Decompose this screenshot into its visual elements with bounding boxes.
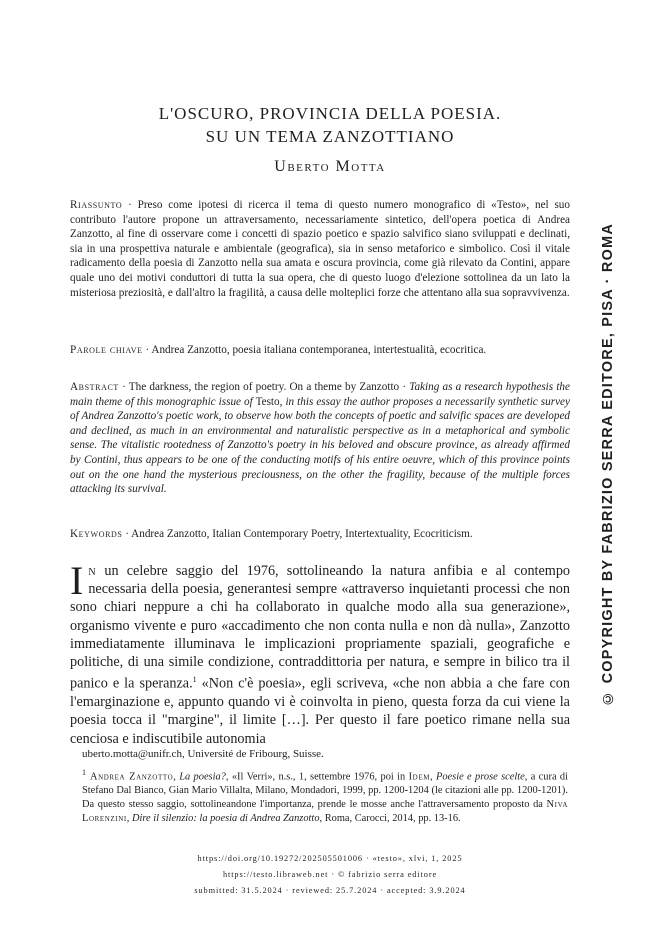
keywords-label: Keywords: [70, 528, 123, 540]
footnote-sep-3: ,: [126, 812, 132, 824]
body-text-a: un celebre saggio del 1976, sottolineando la natura anfibia e al contempo necessaria della poesia, generantesi sempre «attraverso inquietanti processi che non sono chiari neppure a chi ha collaborato in qualche modo alla sua generazione», organismo vivente e puro «accadimento che non conta nulla e non dà nulla», Zanzotto immediatamente illuminava le implicazioni propriamente spaziali, geografiche e politiche, di una simile condizione, contraddittoria per natura, e sempre in bilico tra il panico e la speranza.: [70, 563, 571, 692]
footnote-sep-2: ,: [430, 771, 436, 783]
article-title-line-2: SU UN TEMA ZANZOTTIANO: [205, 127, 455, 146]
footnote-author-2: Niva Lorenzini: [82, 798, 568, 824]
footnote-work-1: La poesia?: [179, 771, 226, 783]
parole-chiave-label: Parole chiave: [70, 344, 143, 356]
riassunto-text: Preso come ipotesi di ricerca il tema di questo numero monografico di «Testo», nel suo contributo l'autore propone un attraversamento, necessariamente sintetico, dell'opera poetica di Andrea Zanzotto, al fine di osservare come i concetti di spazio poetico e spazio salvifico siano sviluppati e declinati, sia in una prospettiva naturale e ambientale (geografica), sia in senso metaforico e simbolico. Così il vitale radicamento della poesia di Zanzotto nella sua amata e oscura provincia, come già rilevato da Contini, appare quale uno dei motivi conduttori di tutta la sua opera, che di questo luogo d'elezione sottolinea da un lato la misteriosa preziosità, e dall'altro la fragilità, a causa delle molteplici forze che attentano alla sua sopravvivenza.: [70, 199, 570, 299]
footnote-text-2: , a cura di Stefano Dal Bianco, Gian Mario Villalta, Milano, Mondadori, 1999, pp. 1200-1204 (le citazioni alle pp. 1200-1201). Da questo stesso saggio, sottolineandone l'importanza, prende le mosse anche l'attraversamento proposto da: [82, 771, 569, 810]
author-name: Uberto Motta: [274, 158, 386, 175]
riassunto-block: Riassunto · Preso come ipotesi di ricerca il tema di questo numero monografico di «Testo», nel suo contributo l'autore propone un attraversamento, necessariamente sintetico, dell'opera poetica di Andrea Zanzotto, al fine di osservare come i concetti di spazio poetico e spazio salvifico siano sviluppati e declinati, sia in una prospettiva naturale e ambientale (geografica), sia in senso metaforico e simbolico. Così il vitale radicamento della poesia di Zanzotto nella sua amata e oscura provincia, come già rilevato da Contini, appare quale uno dei motivi conduttori di tutta la sua opera, che di questo luogo d'elezione sottolinea da un lato la misteriosa preziosità, e dall'altro la fragilità, a causa delle molteplici forze che attentano alla sua sopravvivenza.: [70, 199, 570, 299]
abstract-journal: Testo: [255, 395, 280, 408]
drop-cap: I: [70, 558, 84, 603]
body-smallcaps-start: n: [88, 563, 97, 579]
body-text-b: «Non c'è poesia», egli scriveva, «che non abbia a che fare con l'emarginazione e, appunto quando vi è coinvolta in pieno, questa forza da cui viene la poesia tocca il "margine", il limite […]. Per questo il fare poetico rimane nella sua cenciosa e indiscutibile autonomia: [70, 675, 570, 747]
footnote-author-1: Andrea Zanzotto: [90, 771, 174, 783]
copyright-text: © COPYRIGHT BY FABRIZIO SERRA EDITORE, PISA · ROMA: [600, 222, 616, 706]
footer-doi-line: https://doi.org/10.19272/202505501006 · «testo», xlvi, 1, 2025: [197, 854, 463, 863]
footnote-ref[interactable]: 1: [192, 675, 197, 685]
footer-dates-line: submitted: 31.5.2024 · reviewed: 25.7.2024 · accepted: 3.9.2024: [194, 886, 466, 895]
footnote-text-1: , «Il Verri», n.s., 1, settembre 1976, poi in: [225, 771, 409, 783]
footnote-text-3: , Roma, Carocci, 2014, pp. 13-16.: [319, 812, 461, 824]
parole-chiave-text: Andrea Zanzotto, poesia italiana contemporanea, intertestualità, ecocritica.: [151, 344, 487, 356]
keywords-block: Keywords · Andrea Zanzotto, Italian Contemporary Poetry, Intertextuality, Ecocriticism.: [70, 528, 473, 540]
keywords-text: Andrea Zanzotto, Italian Contemporary Poetry, Intertextuality, Ecocriticism.: [131, 528, 473, 540]
footnote-sep-1: ,: [173, 771, 180, 783]
footer-website-line: https://testo.libraweb.net · © fabrizio serra editore: [222, 870, 438, 879]
footnote-1: [82, 766, 568, 825]
copyright-vertical: [597, 222, 619, 706]
riassunto-label: Riassunto: [70, 199, 123, 211]
abstract-text-a: Taking as a research hypothesis the main theme of this monographic issue of: [70, 381, 570, 408]
footnote-idem: Idem: [408, 771, 431, 783]
footnote-work-3: Dire il silenzio: la poesia di Andrea Zanzotto: [132, 812, 320, 824]
author-email: uberto.motta@unifr.ch, Université de Fribourg, Suisse.: [82, 748, 324, 760]
footnote-work-2: Poesie e prose scelte: [436, 771, 525, 783]
abstract-text-b: , in this essay the author proposes a necessarily synthetic survey of Andrea Zanzotto's poetic work, to observe how both the concepts of poetic and salvific spaces are developed and declined, as much in an environmental and naturalistic perspective as in a metaphorical and symbolic sense. The vitalistic rootedness of Zanzotto's poetry in his beloved and obscure province, as already affirmed by Contini, thus appears to be one of the conducting motifs of his entire oeuvre, which of this province points out on the one hand the mysterious preciousness, on the other the fragility, because of the multiple forces attacking its survival.: [70, 395, 570, 496]
abstract-title: The darkness, the region of poetry. On a theme by Zanzotto: [128, 381, 400, 393]
body-paragraph: [70, 558, 571, 748]
abstract-label: Abstract: [70, 381, 119, 393]
footnote-number: 1: [82, 768, 86, 777]
parole-chiave-block: Parole chiave · Andrea Zanzotto, poesia italiana contemporanea, intertestualità, ecocritica.: [70, 344, 487, 356]
article-title-line-1: L'OSCURO, PROVINCIA DELLA POESIA.: [158, 104, 502, 123]
abstract-block: Abstract · The darkness, the region of poetry. On a theme by Zanzotto · Taking as a research hypothesis the main theme of this monographic issue of Testo, in this essay the author proposes a necessarily synthetic survey of Andrea Zanzotto's poetic work, to observe how both the concepts of poetic and salvific spaces are developed and declined, as much in an environmental and naturalistic perspective as in a metaphorical and symbolic sense. The vitalistic rootedness of Zanzotto's poetry in his beloved and obscure province, as already affirmed by Contini, thus appears to be one of the conducting motifs of his entire oeuvre, which of this province points out on the one hand the mysterious preciousness, on the other the fragility, because of the multiple forces attacking its survival.: [70, 381, 570, 496]
